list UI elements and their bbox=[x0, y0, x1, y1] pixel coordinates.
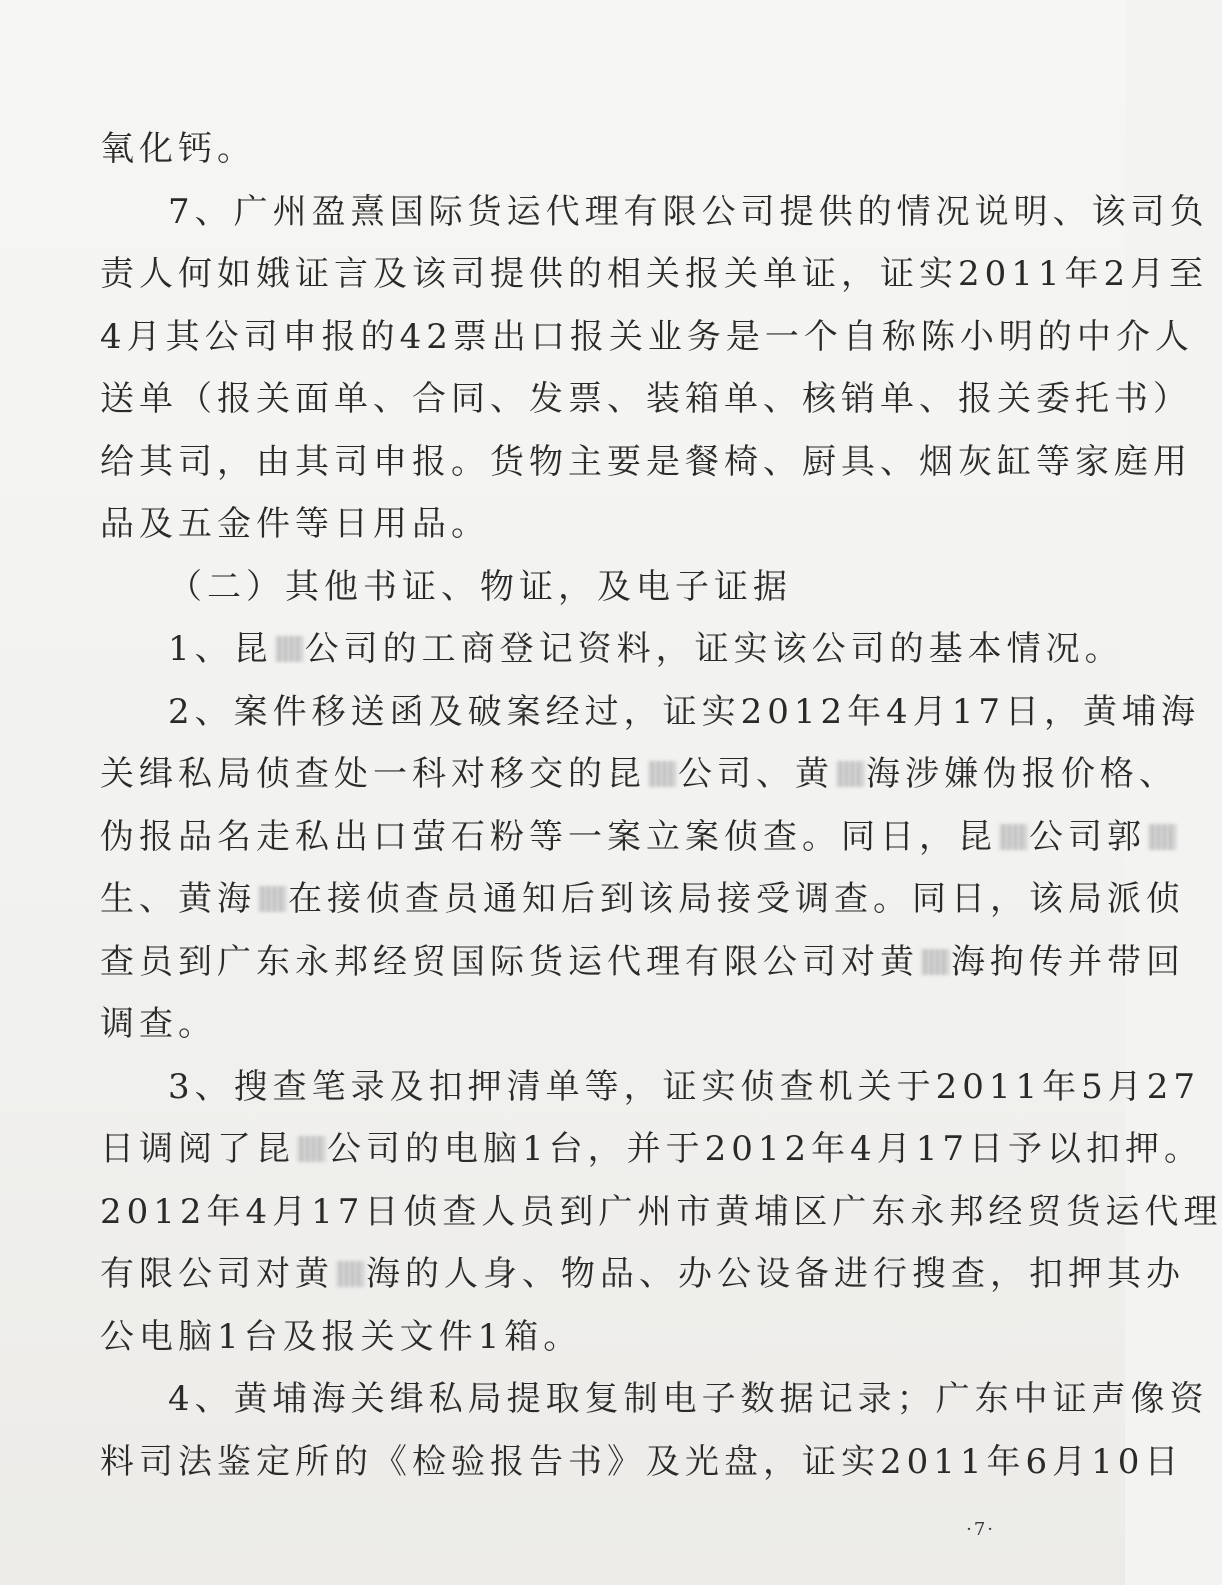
text-line: 日调阅了昆 公司的电脑1台，并于2012年4月17日予以扣押。 bbox=[100, 1129, 1204, 1169]
text-line: 7、广州盈熹国际货运代理有限公司提供的情况说明、该司负 bbox=[168, 191, 1209, 232]
redaction-mark bbox=[921, 949, 949, 975]
text-line: 关缉私局侦查处一科对移交的昆 公司、黄 海涉嫌伪报价格、 bbox=[100, 754, 1178, 794]
section-heading: （二）其他书证、物证，及电子证据 bbox=[168, 566, 792, 607]
text-line: 4月其公司申报的42票出口报关业务是一个自称陈小明的中介人 bbox=[100, 316, 1194, 357]
text-line: 公电脑1台及报关文件1箱。 bbox=[100, 1316, 583, 1357]
text-line: 伪报品名走私出口萤石粉等一案立案侦查。同日，昆 公司郭 bbox=[100, 806, 1020, 869]
text-line: 4、黄埔海关缉私局提取复制电子数据记录；广东中证声像资 bbox=[168, 1379, 1209, 1419]
text-line: 送单（报关面单、合同、发票、装箱单、核销单、报关委托书） bbox=[100, 379, 1192, 419]
text-line: 氧化钙。 bbox=[100, 129, 256, 169]
text-line: 2012年4月17日侦查人员到广州市黄埔区广东永邦经贸货运代理 bbox=[100, 1191, 1222, 1232]
redaction-mark bbox=[999, 824, 1027, 850]
redaction-mark bbox=[336, 1261, 364, 1287]
page-number: ·7· bbox=[966, 1519, 995, 1540]
redaction-mark bbox=[1148, 824, 1176, 850]
text-line: 查员到广东永邦经贸国际货运代理有限公司对黄 海拘传并带回 bbox=[100, 941, 1185, 982]
redaction-mark bbox=[275, 636, 303, 662]
text-line: 有限公司对黄 海的人身、物品、办公设备进行搜查，扣押其办 bbox=[100, 1254, 1185, 1294]
redaction-mark bbox=[297, 1136, 325, 1162]
text-line: 调查。 bbox=[100, 1004, 217, 1044]
redaction-mark bbox=[648, 761, 676, 787]
redaction-mark bbox=[836, 761, 864, 787]
text-line: 责人何如娥证言及该司提供的相关报关单证，证实2011年2月至 bbox=[100, 254, 1209, 294]
text-line: 品及五金件等日用品。 bbox=[100, 504, 490, 544]
redaction-mark bbox=[258, 886, 286, 912]
body-text bbox=[100, 118, 1222, 1493]
text-line: 1、昆 公司的工商登记资料，证实该公司的基本情况。 bbox=[168, 629, 1124, 669]
text-line: 生、黄海 在接侦查员通知后到该局接受调查。同日，该局派侦 bbox=[100, 879, 1185, 919]
text-line: 3、搜查笔录及扣押清单等，证实侦查机关于2011年5月27 bbox=[168, 1066, 1201, 1107]
text-line: 给其司，由其司申报。货物主要是餐椅、厨具、烟灰缸等家庭用 bbox=[100, 441, 1192, 482]
text-line: 料司法鉴定所的《检验报告书》及光盘，证实2011年6月10日 bbox=[100, 1441, 1184, 1482]
text-line: 2、案件移送函及破案经过，证实2012年4月17日，黄埔海 bbox=[168, 691, 1201, 732]
